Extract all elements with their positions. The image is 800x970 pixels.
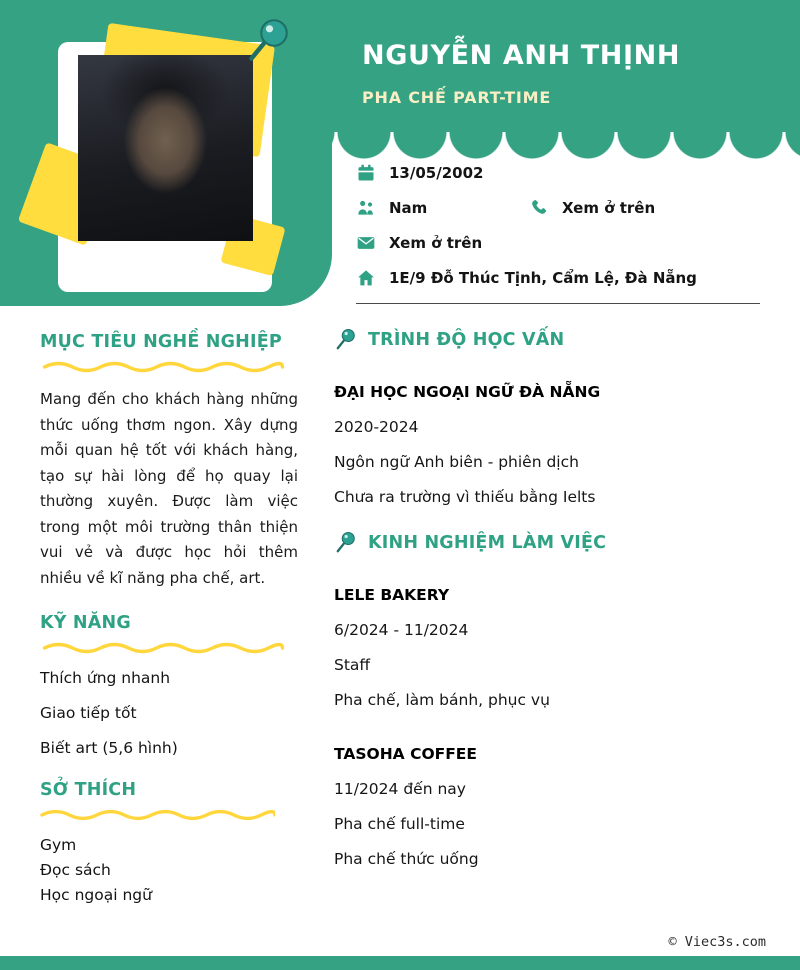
- right-column: [334, 328, 770, 869]
- education-heading-row: [334, 328, 770, 352]
- contact-divider: [356, 303, 760, 304]
- job-line: Pha chế, làm bánh, phục vụ: [334, 691, 550, 709]
- experience-heading: KINH NGHIỆM LÀM VIỆC: [368, 533, 607, 553]
- contact-row-dob: [356, 162, 760, 184]
- education-heading: TRÌNH ĐỘ HỌC VẤN: [368, 330, 565, 350]
- skill-item: Thích ứng nhanh: [40, 669, 171, 687]
- company-name: TASOHA COFFEE: [334, 745, 477, 763]
- job-line: Pha chế thức uống: [334, 850, 479, 868]
- objective-text: Mang đến cho khách hàng những thức uống thơm ngon. Xây dựng mỗi quan hệ tốt với khách hàng, tạo sự hài lòng để họ quay lại thường xuyên. Được làm việc trong một môi trường thân thiện vui vẻ và được học hỏi thêm nhiều về kĩ năng pha chế, art.: [40, 390, 298, 587]
- education-section: [334, 328, 770, 507]
- gender-icon: [356, 198, 376, 218]
- profile-photo: [78, 55, 253, 241]
- contact-gender-cell: [356, 198, 516, 218]
- education-line: 2020-2024: [334, 418, 419, 436]
- candidate-name: NGUYỄN ANH THỊNH: [362, 40, 681, 71]
- phone-icon: [529, 198, 549, 218]
- contact-row-email: [356, 232, 760, 254]
- contact-email: Xem ở trên: [389, 234, 483, 252]
- contact-phone-cell: [529, 198, 655, 218]
- candidate-title: PHA CHẾ PART-TIME: [362, 88, 552, 107]
- footer-bar: [0, 956, 800, 970]
- pushpin-icon: [334, 328, 358, 352]
- footer-credit: © Viec3s.com: [668, 934, 766, 950]
- contact-row-gender-phone: [356, 197, 760, 219]
- education-line: Chưa ra trường vì thiếu bằng Ielts: [334, 488, 596, 506]
- skills-heading: KỸ NĂNG: [40, 613, 131, 633]
- envelope-icon: [356, 233, 376, 253]
- left-column: [40, 332, 298, 910]
- contact-address: 1E/9 Đỗ Thúc Tịnh, Cẩm Lệ, Đà Nẵng: [389, 269, 697, 287]
- skill-item: Giao tiếp tốt: [40, 704, 137, 722]
- skill-item: Biết art (5,6 hình): [40, 739, 178, 757]
- job-entry: [334, 585, 770, 710]
- contact-row-address: [356, 267, 760, 289]
- job-entry: [334, 744, 770, 869]
- contact-phone: Xem ở trên: [562, 199, 656, 217]
- hobby-item: Gym: [40, 836, 77, 854]
- pushpin-icon: [244, 18, 292, 66]
- job-line: Pha chế full-time: [334, 815, 465, 833]
- skills-section: [40, 613, 298, 758]
- experience-section: [334, 531, 770, 869]
- hobbies-section: [40, 780, 298, 905]
- job-line: 6/2024 - 11/2024: [334, 621, 469, 639]
- wavy-underline: [40, 359, 298, 373]
- home-icon: [356, 268, 376, 288]
- education-line: Ngôn ngữ Anh biên - phiên dịch: [334, 453, 579, 471]
- hobby-item: Đọc sách: [40, 861, 111, 879]
- job-line: Staff: [334, 656, 371, 674]
- experience-heading-row: [334, 531, 770, 555]
- objective-heading: MỤC TIÊU NGHỀ NGHIỆP: [40, 332, 282, 352]
- company-name: LELE BAKERY: [334, 586, 450, 604]
- hobby-item: Học ngoại ngữ: [40, 886, 152, 904]
- contact-dob: 13/05/2002: [389, 164, 484, 182]
- wavy-underline: [40, 640, 298, 654]
- calendar-icon: [356, 163, 376, 183]
- school-name: ĐẠI HỌC NGOẠI NGỮ ĐÀ NẴNG: [334, 383, 601, 401]
- contact-section: [356, 162, 760, 304]
- contact-gender: Nam: [389, 199, 428, 217]
- job-line: 11/2024 đến nay: [334, 780, 466, 798]
- wavy-underline: [40, 807, 298, 821]
- pushpin-icon: [334, 531, 358, 555]
- hobbies-heading: SỞ THÍCH: [40, 780, 137, 800]
- objective-section: [40, 332, 298, 591]
